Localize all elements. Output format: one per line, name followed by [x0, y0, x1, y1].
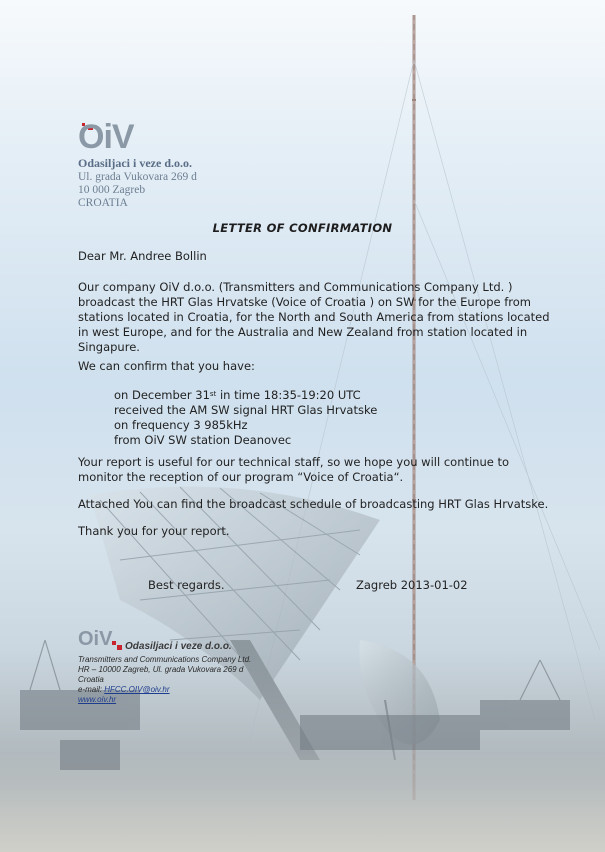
intro-line: broadcast the HRT Glas Hrvatske (Voice of Croatia ) on SW for the Europe from — [78, 295, 531, 309]
intro-line: stations located in Croatia, for the North and South America from stations located — [78, 310, 550, 324]
footer-logo: OiV — [78, 628, 113, 650]
reception-details — [114, 388, 377, 448]
attached-note: Attached You can find the broadcast schedule of broadcasting HRT Glas Hrvatske. — [78, 497, 549, 511]
closing: Best regards. — [148, 578, 225, 592]
report-line: monitor the reception of our program “Voice of Croatia“. — [78, 470, 404, 484]
reception-signal: received the AM SW signal HRT Glas Hrvatske — [114, 403, 378, 417]
report-line: Your report is useful for our technical staff, so we hope you will continue to — [78, 455, 510, 469]
intro-line: Singapure. — [78, 340, 140, 354]
reception-date-sup: st — [209, 390, 217, 398]
footer-email-row — [78, 685, 251, 695]
intro-paragraph — [78, 280, 550, 355]
reception-time: in time 18:35-19:20 UTC — [216, 388, 361, 402]
reception-frequency: on frequency 3 985kHz — [114, 418, 248, 432]
footer-line: HR – 10000 Zagreb, Ul. grada Vukovara 269 d — [78, 665, 244, 674]
footer-website-link[interactable]: www.oiv.hr — [78, 695, 117, 704]
letterhead-address-city: 10 000 Zagreb — [78, 184, 146, 196]
footer-address — [78, 655, 251, 705]
footer-company: Odasiljaci i veze d.o.o. — [125, 641, 232, 652]
reception-station: from OiV SW station Deanovec — [114, 433, 292, 447]
footer-logo-squares-icon — [110, 640, 124, 652]
intro-line: in west Europe, and for the Australia and New Zealand from station located in — [78, 325, 528, 339]
letterhead-company: Odasiljaci i veze d.o.o. — [78, 156, 192, 170]
footer-email-link[interactable]: HFCC.OIV@oiv.hr — [104, 685, 170, 694]
confirm-intro: We can confirm that you have: — [78, 359, 255, 373]
letterhead-logo: OiV — [78, 118, 134, 156]
thanks-line: Thank you for your report. — [78, 524, 230, 538]
letterhead-address-country: CROATIA — [78, 197, 128, 209]
footer-line: Transmitters and Communications Company Ltd. — [78, 655, 252, 664]
footer-line: Croatia — [78, 675, 104, 684]
reception-date — [114, 388, 377, 403]
letterhead-address-street: Ul. grada Vukovara 269 d — [78, 171, 197, 183]
report-paragraph — [78, 455, 509, 485]
salutation: Dear Mr. Andree Bollin — [78, 249, 207, 263]
footer-email-label: e-mail: — [78, 685, 105, 694]
place-date: Zagreb 2013-01-02 — [356, 578, 468, 592]
letter-title: LETTER OF CONFIRMATION — [212, 221, 393, 235]
reception-date-prefix: on December 31 — [114, 388, 210, 402]
intro-line: Our company OiV d.o.o. (Transmitters and Communications Company Ltd. ) — [78, 280, 513, 294]
